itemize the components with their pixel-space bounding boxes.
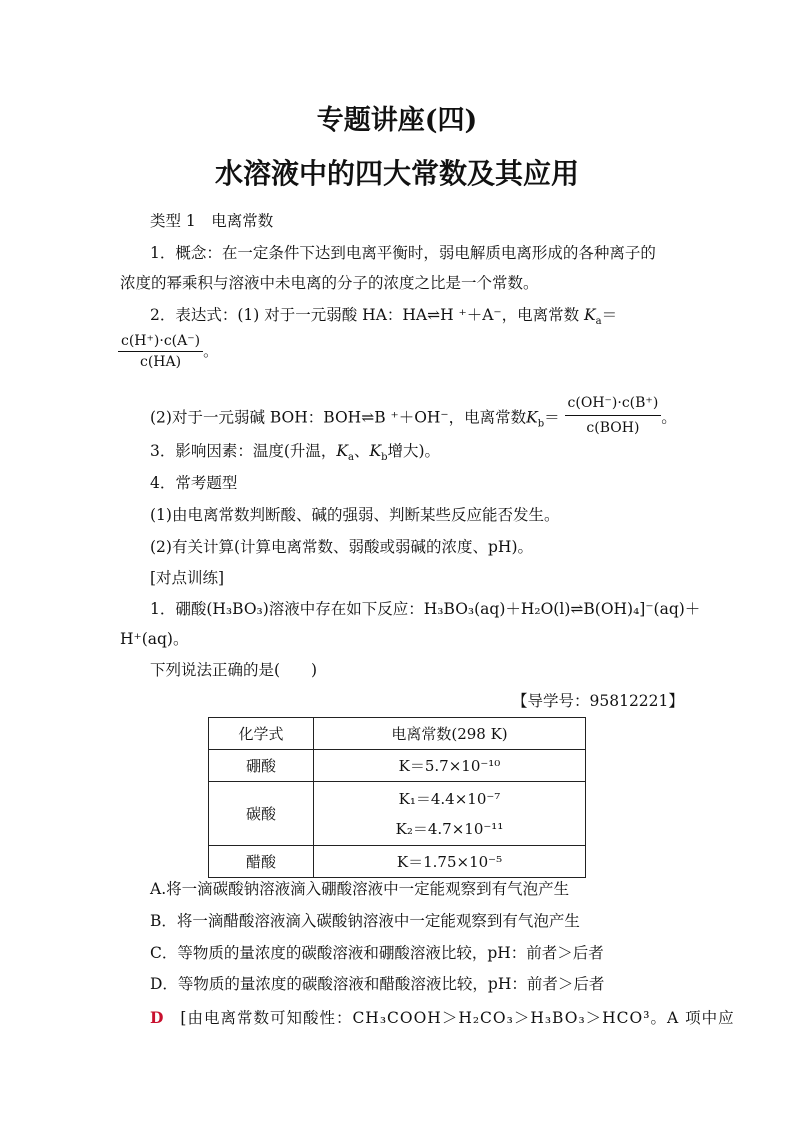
table-cell-value: K＝1.75×10⁻⁵ [314, 846, 586, 878]
question-prompt: 下列说法正确的是( ) [150, 661, 318, 679]
paragraph-factors: 3．影响因素：温度(升温，$K_a$、$K_b$增大)。 [150, 442, 441, 464]
paragraph-expression-acid: 2．表达式：(1) 对于一元弱酸 HA：HA⇌H ⁺＋A⁻，电离常数 $K_a=$ [150, 306, 618, 328]
question-stem-line1: 1．硼酸(H₃BO₃)溶液中存在如下反应：H₃BO₃(aq)＋H₂O(l)⇌B(OH)₄]⁻(aq)＋ [150, 600, 701, 618]
guide-number: 【导学号：95812221】 [512, 692, 684, 710]
paragraph-concept-line2: 浓度的幂乘积与溶液中未电离的分子的浓度之比是一个常数。 [120, 274, 539, 292]
page-subtitle: 水溶液中的四大常数及其应用 [214, 157, 579, 190]
ka-symbol: K [584, 306, 596, 324]
table-cell-name: 醋酸 [209, 846, 314, 878]
table-cell-name: 硼酸 [209, 750, 314, 782]
ka-numerator: c(H⁺)·c(A⁻) [118, 333, 203, 352]
answer-explanation: [由电离常数可知酸性：CH₃COOH＞H₂CO₃＞H₃BO₃＞HCO³。A 项中应 [180, 1009, 735, 1027]
paragraph-expression-base: (2)对于一元弱碱 BOH：BOH⇌B ⁺＋OH⁻，电离常数$K_b=$ $\frac{c(OH^-)\cdot c(B^+)}{\text{c(BOH)}}$ 。 [150, 395, 677, 436]
paragraph-concept-line1: 1．概念：在一定条件下达到电离平衡时，弱电解质电离形成的各种离子的 [150, 244, 656, 262]
ka-fraction: $\frac{c(H^+)\cdot c(A^-)}{c(HA)}$ 。 [118, 333, 218, 370]
option-c: C．等物质的量浓度的碳酸溶液和硼酸溶液比较，pH：前者＞后者 [150, 944, 604, 962]
exercise-heading: [对点训练] [150, 569, 225, 587]
expression-base-text2: B ⁺＋OH⁻，电离常数 [374, 408, 527, 427]
table-header-constant: 电离常数(298 K) [314, 718, 586, 750]
kb-denominator: c(BOH) [586, 420, 640, 436]
option-d: D．等物质的量浓度的碳酸溶液和醋酸溶液比较，pH：前者＞后者 [150, 975, 605, 993]
ionization-constant-table [208, 717, 586, 878]
expression-acid-text1: 2．表达式：(1) 对于一元弱酸 HA：HA [150, 306, 428, 324]
table-cell-value [314, 782, 586, 846]
table-cell-value-k1: K₁＝4.4×10⁻⁷ [398, 789, 501, 808]
expression-acid-text2: H ⁺＋A⁻，电离常数 [440, 306, 580, 324]
equilibrium-arrow-icon: ⇌ [361, 408, 375, 427]
table-cell-name: 碳酸 [209, 782, 314, 846]
page-title: 专题讲座(四) [316, 105, 478, 136]
paragraph-type2: (2)有关计算(计算电离常数、弱酸或弱碱的浓度、pH)。 [150, 538, 533, 556]
equilibrium-arrow-icon: ⇌ [570, 600, 584, 618]
table-row [209, 846, 586, 878]
equilibrium-arrow-icon: ⇌ [427, 306, 441, 324]
table-header-row [209, 718, 586, 750]
table-row [209, 750, 586, 782]
table-cell-value-k2: K₂＝4.7×10⁻¹¹ [395, 819, 504, 838]
paragraph-type1: (1)由电离常数判断酸、碱的强弱、判断某些反应能否发生。 [150, 506, 560, 524]
question-stem-line2: H⁺(aq)。 [120, 630, 189, 648]
kb-numerator: c(OH⁻)·c(B⁺) [565, 393, 662, 416]
expression-base-text1: (2)对于一元弱碱 BOH：BOH [150, 408, 362, 427]
option-b: B．将一滴醋酸溶液滴入碳酸钠溶液中一定能观察到有气泡产生 [150, 912, 580, 930]
table-header-formula: 化学式 [209, 718, 314, 750]
section-heading: 类型 1 电离常数 [150, 212, 274, 230]
answer-line [150, 1008, 735, 1028]
paragraph-question-types: 4．常考题型 [150, 474, 238, 492]
answer-letter: D [150, 1008, 164, 1027]
ka-denominator: c(HA) [139, 354, 182, 370]
table-row [209, 782, 586, 846]
option-a: A.将一滴碳酸钠溶液滴入硼酸溶液中一定能观察到有气泡产生 [150, 880, 570, 898]
table-cell-value: K＝5.7×10⁻¹⁰ [314, 750, 586, 782]
